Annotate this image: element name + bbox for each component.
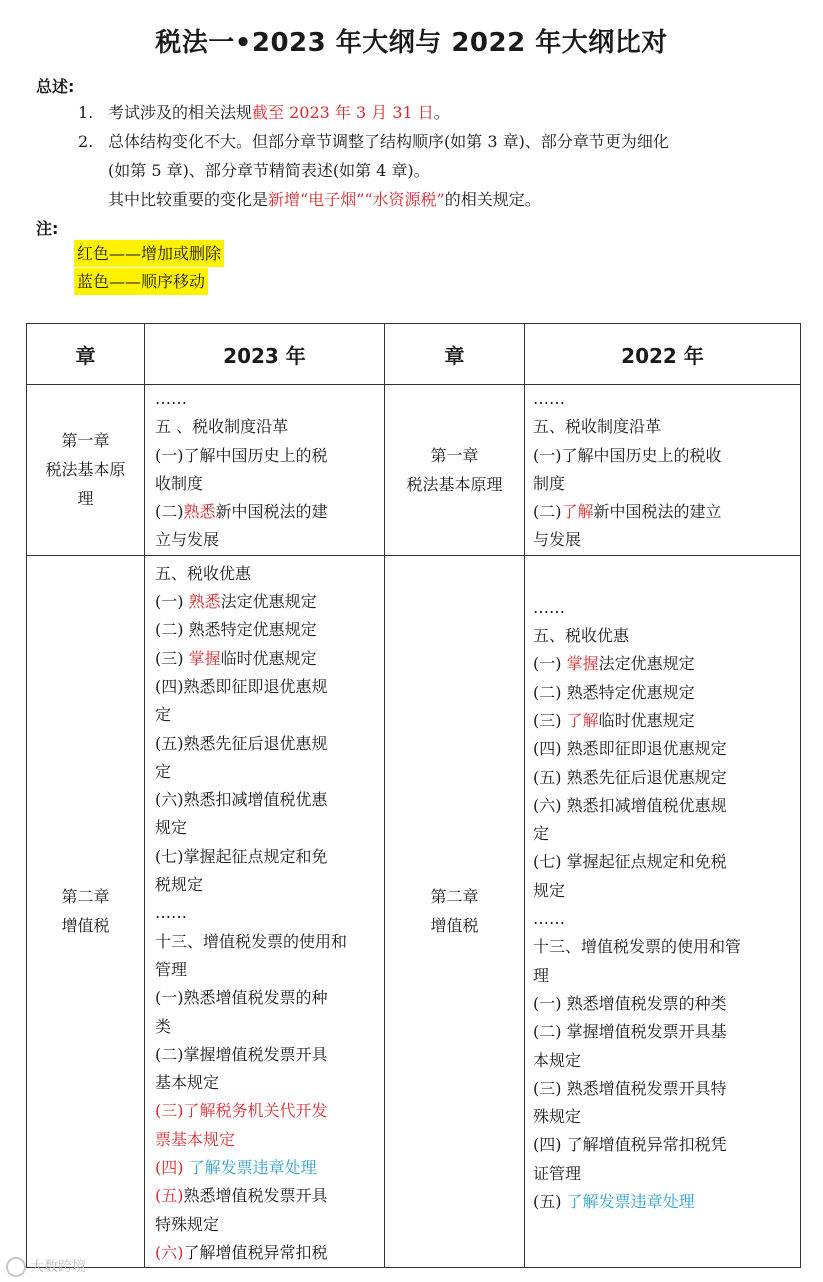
- text-run: ……: [155, 389, 187, 408]
- content-line: [533, 1075, 790, 1103]
- content-line: [533, 933, 790, 961]
- text-run: (四): [155, 1158, 184, 1178]
- summary-item-text: [108, 98, 450, 127]
- text-run: (六)熟悉扣减增值税优惠: [155, 790, 328, 810]
- notes-heading: 注:: [36, 219, 59, 238]
- content-line: [155, 470, 374, 498]
- content-line: [533, 877, 790, 905]
- text-run: (五) 熟悉先征后退优惠规定: [533, 767, 727, 787]
- text-run: (六) 熟悉扣减增值税优惠规: [533, 795, 727, 815]
- text-run: (五)熟悉先征后退优惠规: [155, 733, 328, 753]
- content-line: [533, 1131, 790, 1159]
- content-line: [533, 1160, 790, 1188]
- content-line: [533, 707, 790, 735]
- chapter-line: 税法基本原理: [406, 474, 503, 494]
- content-line: [533, 792, 790, 820]
- summary-item-text: [108, 156, 430, 185]
- summary-text-run: 截至 2023 年 3 月 31 日: [252, 103, 434, 122]
- text-run: 证管理: [533, 1163, 582, 1183]
- content-line: [155, 701, 374, 729]
- summary-heading: 总述:: [36, 77, 75, 96]
- chapter-cell-2023: [27, 555, 145, 1267]
- content-line: [533, 498, 790, 526]
- text-run: 税规定: [155, 875, 204, 895]
- text-run: 五、税收制度沿革: [533, 417, 662, 437]
- content-line: [533, 526, 790, 554]
- text-run: (二)掌握增值税发票开具: [155, 1044, 328, 1064]
- chapter-line: 增值税: [61, 916, 110, 936]
- text-run: (二) 熟悉特定优惠规定: [155, 620, 317, 640]
- content-line: [155, 1069, 374, 1097]
- content-line: [533, 1188, 790, 1216]
- text-run: 特殊规定: [155, 1214, 220, 1234]
- summary-text-run: 考试涉及的相关法规: [108, 103, 253, 122]
- header-year-2023: 2023 年: [145, 324, 385, 385]
- content-line: [155, 1154, 374, 1182]
- text-run: 五、税收优惠: [155, 563, 252, 583]
- text-run: (七) 掌握起征点规定和免税: [533, 852, 727, 872]
- header-chapter-2022: 章: [385, 324, 525, 385]
- text-run: 了解发票违章处理: [183, 1158, 317, 1178]
- content-line: [155, 1041, 374, 1069]
- text-run: (一)了解中国历史上的税: [155, 445, 328, 465]
- text-run: 制度: [533, 473, 566, 493]
- text-run: 新中国税法的建立: [593, 502, 722, 522]
- text-run: 五、税收优惠: [533, 626, 630, 646]
- text-run: 票基本规定: [155, 1129, 236, 1149]
- content-line: [533, 413, 790, 441]
- content-line: [155, 758, 374, 786]
- content-cell-2022: [525, 385, 801, 556]
- text-run: 法定优惠规定: [598, 654, 695, 674]
- text-run: (一): [533, 654, 567, 674]
- chapter-line: 第一章: [430, 445, 479, 465]
- text-run: 收制度: [155, 473, 204, 493]
- content-line: [533, 1047, 790, 1075]
- text-run: ……: [533, 909, 565, 929]
- chapter-name: [45, 426, 125, 513]
- chapter-cell-2022: [385, 555, 525, 1267]
- content-line: [155, 560, 374, 588]
- content-line: [155, 871, 374, 899]
- text-run: (三): [155, 648, 189, 668]
- text-run: (三) 熟悉增值税发票开具特: [533, 1078, 727, 1098]
- text-run: 掌握: [566, 654, 599, 674]
- table-header-row: [27, 324, 801, 385]
- content-line: [155, 843, 374, 871]
- watermark-footer: 大数跨境: [6, 1256, 86, 1277]
- content-line: [155, 984, 374, 1012]
- text-run: (七)掌握起征点规定和免: [155, 846, 328, 866]
- table-row: [27, 555, 801, 1267]
- chapter-cell-2023: [27, 385, 145, 556]
- page-title: 税法一•2023 年大纲与 2022 年大纲比对: [155, 28, 668, 58]
- content-cell-2022: [525, 555, 801, 1267]
- chapter-line: 增值税: [430, 916, 479, 936]
- text-run: (一) 熟悉增值税发票的种类: [533, 993, 727, 1013]
- content-line: [533, 905, 790, 933]
- content-line: [155, 1211, 374, 1239]
- text-run: 法定优惠规定: [220, 592, 317, 612]
- text-run: (一)熟悉增值税发票的种: [155, 988, 328, 1008]
- text-run: 了解: [566, 710, 599, 730]
- content-line: [155, 526, 374, 554]
- summary-item: [78, 98, 808, 127]
- text-run: 立与发展: [155, 530, 220, 550]
- content-line: [533, 622, 790, 650]
- text-run: ……: [533, 389, 565, 408]
- text-run: 与发展: [533, 530, 582, 550]
- chapter-line: 税法基本原: [45, 460, 126, 480]
- content-line: [533, 848, 790, 876]
- content-line: [155, 928, 374, 956]
- watermark-logo-icon: [6, 1257, 26, 1277]
- content-line: [533, 820, 790, 848]
- content-line: [155, 1097, 374, 1125]
- content-line: [155, 385, 374, 413]
- text-run: 定: [155, 705, 172, 725]
- summary-text-run: (如第 5 章)、部分章节精简表述(如第 4 章)。: [108, 161, 430, 180]
- text-run: 临时优惠规定: [598, 710, 695, 730]
- summary-item-number: 2.: [78, 132, 94, 151]
- content-line: [155, 498, 374, 526]
- summary-item: [78, 127, 808, 156]
- text-run: (二) 熟悉特定优惠规定: [533, 682, 695, 702]
- summary-text-run: 其中比较重要的变化是: [108, 190, 269, 209]
- text-run: 熟悉: [183, 502, 216, 522]
- text-run: (五): [155, 1186, 184, 1206]
- chapter-name: [430, 882, 478, 940]
- content-line: [533, 764, 790, 792]
- content-line: [533, 594, 790, 622]
- content-line: [533, 470, 790, 498]
- content-line: [155, 442, 374, 470]
- text-run: 了解发票违章处理: [566, 1192, 695, 1212]
- content-line: [533, 442, 790, 470]
- text-run: 熟悉: [188, 592, 221, 612]
- summary-text-run: 。: [433, 103, 450, 122]
- content-line: [155, 786, 374, 814]
- content-line: [533, 1103, 790, 1131]
- content-line: [155, 1182, 374, 1210]
- text-run: 十三、增值税发票的使用和管: [533, 937, 742, 957]
- content-line: [155, 956, 374, 984]
- content-line: [155, 730, 374, 758]
- summary-text-run: 新增“电子烟”“水资源税”: [268, 190, 445, 209]
- legend-red: 红色——增加或删除: [74, 240, 224, 267]
- content-line: [533, 962, 790, 990]
- chapter-line: 第二章: [430, 887, 479, 907]
- text-run: 规定: [533, 880, 566, 900]
- text-run: ……: [155, 903, 187, 923]
- text-run: 基本规定: [155, 1073, 220, 1093]
- text-run: 理: [533, 965, 550, 985]
- content-line: [155, 413, 374, 441]
- content-line: [155, 1126, 374, 1154]
- content-line: [155, 814, 374, 842]
- chapter-cell-2022: [385, 385, 525, 556]
- content-line: [155, 1013, 374, 1041]
- content-line: [155, 673, 374, 701]
- legend-blue: 蓝色——顺序移动: [74, 268, 208, 295]
- content-cell-2023: [145, 555, 385, 1267]
- header-year-2022: 2022 年: [525, 324, 801, 385]
- text-run: (四)熟悉即征即退优惠规: [155, 676, 328, 696]
- text-run: 定: [155, 761, 172, 781]
- text-run: (五): [533, 1192, 567, 1212]
- text-run: 十三、增值税发票的使用和: [155, 931, 348, 951]
- summary-item-number: 1.: [78, 103, 94, 122]
- text-run: 熟悉增值税发票开具: [183, 1186, 328, 1206]
- content-line: [155, 616, 374, 644]
- text-run: (二): [155, 502, 184, 522]
- text-run: (三)了解税务机关代开发: [155, 1101, 328, 1121]
- table-row: [27, 385, 801, 556]
- comparison-table: [26, 323, 801, 1268]
- text-run: 定: [533, 824, 550, 844]
- summary-item: [78, 156, 808, 185]
- header-chapter-2023: 章: [27, 324, 145, 385]
- text-run: 五 、税收制度沿革: [155, 417, 289, 437]
- content-line: [533, 735, 790, 763]
- content-line: [533, 1018, 790, 1046]
- chapter-name: [61, 882, 109, 940]
- summary-list: [78, 98, 808, 214]
- text-run: 类: [155, 1016, 172, 1036]
- text-run: 本规定: [533, 1050, 582, 1070]
- summary-item-text: [108, 127, 669, 156]
- summary-text-run: 的相关规定。: [444, 190, 541, 209]
- chapter-line: 第一章: [61, 431, 110, 451]
- text-run: (六): [155, 1242, 184, 1262]
- content-line: [533, 385, 790, 413]
- chapter-line: 理: [77, 489, 94, 509]
- content-line: [533, 679, 790, 707]
- chapter-name: [406, 441, 502, 499]
- content-line: [155, 899, 374, 927]
- text-run: (四) 熟悉即征即退优惠规定: [533, 739, 727, 759]
- content-line: [155, 645, 374, 673]
- summary-item-number: [78, 185, 108, 214]
- summary-text-run: 总体结构变化不大。但部分章节调整了结构顺序(如第 3 章)、部分章节更为细化: [108, 132, 669, 151]
- text-run: 了解增值税异常扣税: [183, 1242, 328, 1262]
- content-line: [533, 650, 790, 678]
- text-run: 临时优惠规定: [220, 648, 317, 668]
- chapter-line: 第二章: [61, 887, 110, 907]
- content-line: [533, 990, 790, 1018]
- text-run: 殊规定: [533, 1107, 582, 1127]
- text-run: 新中国税法的建: [215, 502, 328, 522]
- summary-item-number: [78, 156, 108, 185]
- text-run: (二): [533, 502, 562, 522]
- text-run: (一)了解中国历史上的税收: [533, 445, 722, 465]
- summary-item-text: [108, 185, 541, 214]
- text-run: (一): [155, 592, 189, 612]
- text-run: (二) 掌握增值税发票开具基: [533, 1022, 727, 1042]
- content-cell-2023: [145, 385, 385, 556]
- text-run: (三): [533, 710, 567, 730]
- text-run: 了解: [561, 502, 594, 522]
- content-line: [155, 588, 374, 616]
- content-line: [155, 1239, 374, 1267]
- text-run: 掌握: [188, 648, 221, 668]
- text-run: 规定: [155, 818, 188, 838]
- text-run: ……: [533, 597, 565, 617]
- summary-item: [78, 185, 808, 214]
- text-run: (四) 了解增值税异常扣税凭: [533, 1135, 727, 1155]
- text-run: 管理: [155, 959, 188, 979]
